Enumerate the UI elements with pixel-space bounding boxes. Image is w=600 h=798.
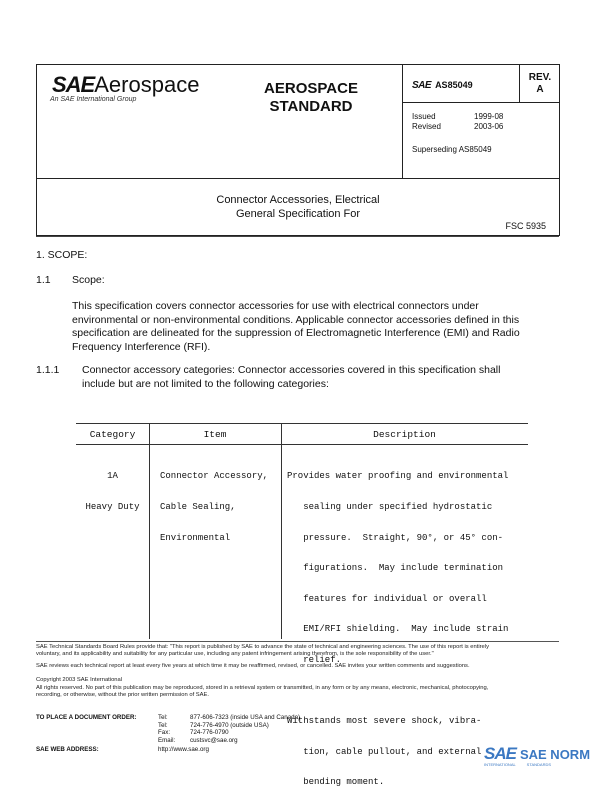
section-1-1-number: 1.1 [36,274,51,286]
order-label: TO PLACE A DOCUMENT ORDER: [36,714,137,721]
footer-rights-text: All rights reserved. No part of this publication may be reproduced, stored in a retrieval system or transmitted, in any form or by any means, electronic, mechanical, photocopying, recording, or otherwise, without the prior written permission of SAE. [36,685,489,699]
section-1-1-title: Scope: [72,274,105,286]
fsc-code: FSC 5935 [505,221,546,231]
header-col-divider [402,64,403,178]
footer-copyright: Copyright 2003 SAE International [36,677,123,683]
table-header-item: Item [203,429,227,440]
footer-rules-text: SAE Technical Standards Board Rules provide that: "This report is published by SAE to advance the state of technical and engineering sciences. The use of this report is entirely voluntary, and its applicability and suitability for any particular use, including any patent infringement arising therefrom, is the sole responsibility of the user." [36,644,489,658]
rev-col-divider [519,64,520,102]
footer-rule [36,641,559,642]
footer-review-text: SAE reviews each technical report at least every five years at which time it may be reaffirmed, revised, or cancelled. SAE invites your written comments and suggestions. [36,663,470,669]
categories-paragraph: Connector accessory categories: Connector accessories covered in this specification shall include but are not limited to the following categories: [82,364,501,390]
docno-divider [402,102,559,103]
sae-norm-subtext: INTERNATIONAL STANDARDS [484,762,552,767]
table-top-rule [76,423,528,424]
logo-tagline: An SAE International Group [50,96,137,103]
superseding-note: Superseding AS85049 [412,145,492,154]
standard-title: AEROSPACE STANDARD [264,80,358,115]
table-cell-description: Provides water proofing and environmental sealing under specified hydrostatic pressure. Straight, 90°, or 45° con- figurations. May include termination features for individual or overall EMI/RFI shielding. May include strain relief. Withstands most severe shock, vibra- tion, cable pullout, and external bending moment. [287,471,509,788]
order-contacts: Tel: 877-606-7323 (inside USA and Canada) Tel: 724-776-4970 (outside USA) Fax: 724-776-0790 Email: custsvc@sae.org [158,714,301,744]
issue-dates: Issued 1999-08 Revised 2003-06 [412,112,504,131]
header-divider [36,178,559,179]
section-1-1-1-number: 1.1.1 [36,364,60,376]
table-header-rule [76,444,528,445]
sae-norm-text: SAE NORM [519,746,591,762]
table-col-divider-1 [149,423,150,639]
table-col-divider-2 [281,423,282,639]
table-cell-item: Connector Accessory, Cable Sealing, Environmental [160,471,269,543]
revision-box: REV. A [528,72,552,95]
table-header-description: Description [373,429,436,440]
table-cell-category: 1A Heavy Duty [85,471,140,513]
document-number: SAE AS85049 [412,80,473,91]
sae-logo-mark: SAE [484,744,516,763]
web-address-link[interactable]: http://www.sae.org [158,746,209,753]
sae-aerospace-logo: SAEAerospace [52,72,200,97]
email-link[interactable]: custsvc@sae.org [190,736,238,744]
web-label: SAE WEB ADDRESS: [36,746,99,753]
scope-paragraph: This specification covers connector accessories for use with electrical connectors under environmental or non-environmental conditions. Applicable connector accessories defined in this specification are delineated for the suppression of Electromagnetic Interference (EMI) and Radio Frequency Interference (RFI). [72,300,520,353]
sae-norm-logo [484,744,590,767]
document-subject: Connector Accessories, Electrical General Specification For [216,194,380,220]
table-header-category: Category [89,429,136,440]
subject-divider [36,236,559,237]
section-1-heading: 1. SCOPE: [36,249,88,261]
